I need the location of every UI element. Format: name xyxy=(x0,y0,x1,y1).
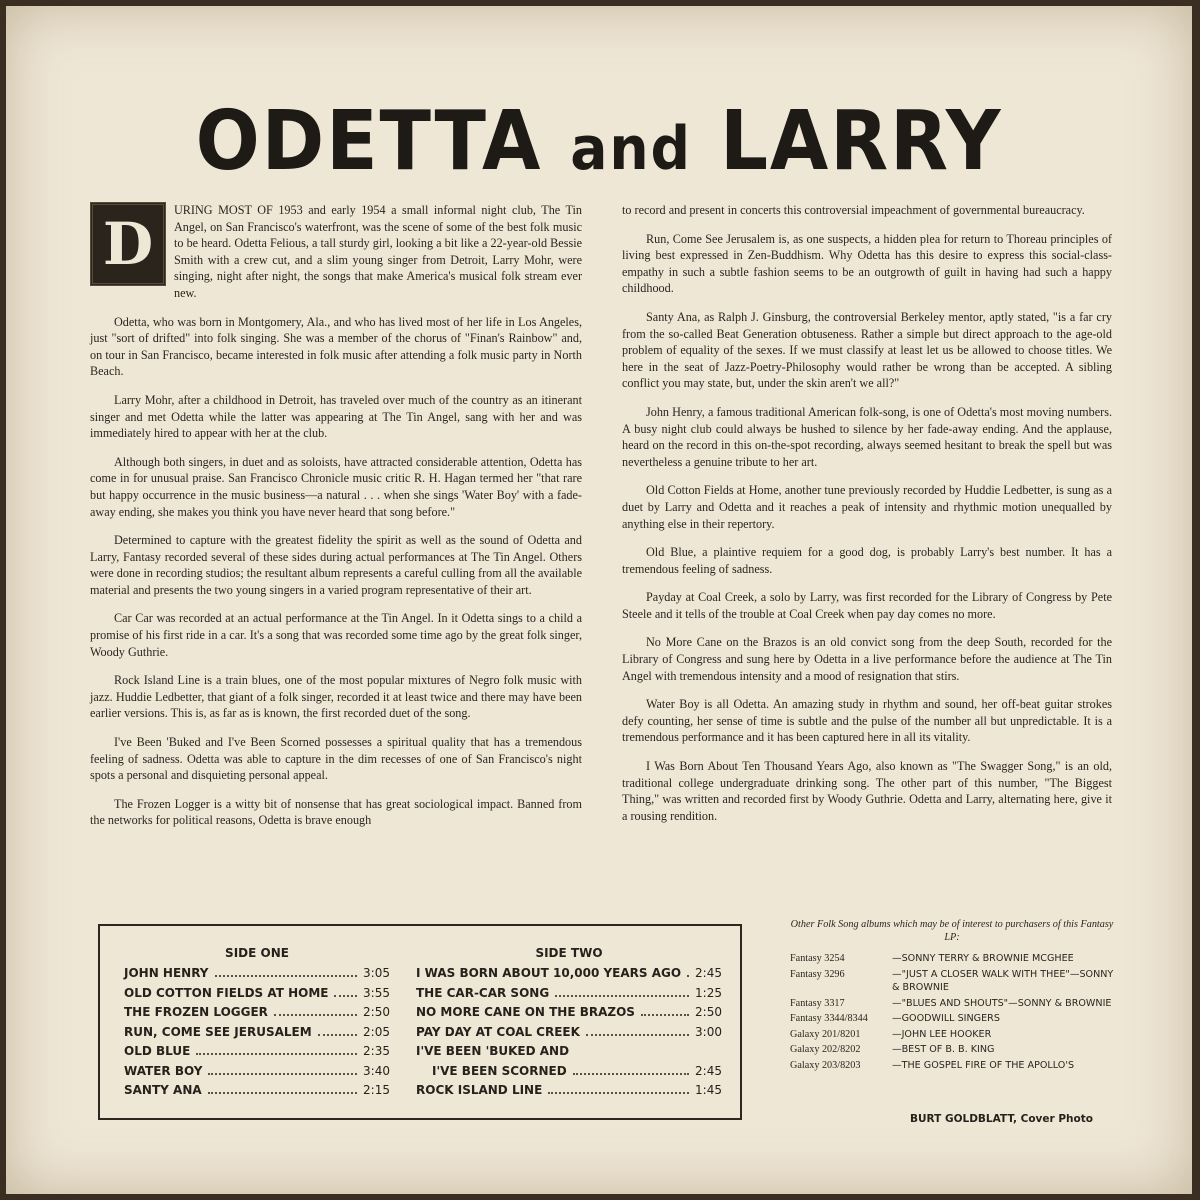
liner-paragraph: D URING MOST OF 1953 and early 1954 a small informal night club, The Tin Angel, on San Francisco's waterfront, was the scene of some of the best folk music to be heard. Odetta Felious, a tall sturdy girl, looking a bit like a 22-year-old Bessie Smith with a crew cut, and a slim young singer from Detroit, Larry Mohr, were singing, night after night, the songs that make America's musical folk stream ever new. xyxy=(90,202,582,302)
album-entry: Fantasy 3254 —SONNY TERRY & BROWNIE MCGHEE xyxy=(790,953,1074,964)
liner-paragraph: Although both singers, in duet and as soloists, have attracted considerable attention, Odetta has come in for unusual praise. San Francisco Chronicle music critic R. H. Hagan termed her "that rare but happy occurrence in the music business—a natural . . . when she sings 'Water Boy' with a fade-away ending, she makes you think you have never heard that song before." xyxy=(90,454,582,519)
track-row: THE FROZEN LOGGER 2:50 xyxy=(124,1005,390,1019)
album-title xyxy=(53,94,1144,189)
other-albums-list xyxy=(790,918,1114,1074)
liner-paragraph: The Frozen Logger is a witty bit of nonsense that has great sociological impact. Banned from the networks for political reasons, Odetta is brave enough xyxy=(90,796,582,828)
track-row: JOHN HENRY 3:05 xyxy=(124,966,390,980)
title-word-larry: LARRY xyxy=(719,94,1003,189)
liner-paragraph: No More Cane on the Brazos is an old convict song from the deep South, recorded for the Library of Congress and sung here by Odetta in a live performance before the audience at The Tin Angel with tremendous intensity and a mood of resignation that stirs. xyxy=(622,635,1112,683)
album-entry: Galaxy 202/8202 —BEST OF B. B. KING xyxy=(790,1044,995,1055)
liner-paragraph: John Henry, a famous traditional American folk-song, is one of Odetta's most moving numbers. A busy night club could always be hushed to silence by her fade-away ending. And the applause, heard on the record in this on-the-spot recording, always seemed hesitant to break the spell but was nevertheless a genuine tribute to her art. xyxy=(622,404,1112,469)
liner-paragraph: Larry Mohr, after a childhood in Detroit, has traveled over much of the country as an itinerant singer and met Odetta while the latter was appearing at The Tin Angel, sang with her and was immediately hired to appear with her at the club. xyxy=(90,392,582,441)
track-row: I'VE BEEN SCORNED 2:45 xyxy=(432,1063,722,1078)
track-row: THE CAR-CAR SONG 1:25 xyxy=(416,985,722,1000)
side-one-heading: SIDE ONE xyxy=(225,946,289,960)
liner-paragraph: to record and present in concerts this controversial impeachment of governmental bureaucracy. xyxy=(622,203,1085,217)
album-entry: Galaxy 203/8203 —THE GOSPEL FIRE OF THE APOLLO'S xyxy=(790,1059,1075,1071)
track-row: I'VE BEEN 'BUKED AND xyxy=(416,1044,570,1058)
track-row: WATER BOY 3:40 xyxy=(124,1063,390,1078)
liner-paragraph: Odetta, who was born in Montgomery, Ala., and who has lived most of her life in Los Angeles, just "sort of drifted" into folk singing. She was a member of the chorus of "Finan's Rainbow" and, on tour in San Francisco, became interested in folk music after attending a folk music party in North Beach. xyxy=(90,314,582,379)
title-word-and: and xyxy=(570,114,692,184)
liner-paragraph: Car Car was recorded at an actual performance at the Tin Angel. In it Odetta sings to a child a promise of his first ride in a car. It's a song that was recorded some time ago by the great folk singer, Woody Guthrie. xyxy=(90,611,582,659)
liner-paragraph: Santy Ana, as Ralph J. Ginsburg, the controversial Berkeley mentor, aptly stated, "is a far cry from the so-called Beat Generation obtuseness. Rather a simple but direct approach to the age-old problem of equality of the sexes. If we must classify at least let us be allowed to choose titles. We here in the seat of Jazz-Poetry-Philosophy would rather be wrong than be accepted. A sibling conflict you may state, but, under the skin aren't we all?" xyxy=(622,309,1112,391)
liner-paragraph: Payday at Coal Creek, a solo by Larry, was first recorded for the Library of Congress by Pete Steele and it tells of the trouble at Coal Creek when pay day comes no more. xyxy=(622,590,1112,621)
side-two-heading: SIDE TWO xyxy=(535,946,603,960)
liner-paragraph: I Was Born About Ten Thousand Years Ago, also known as "The Swagger Song," is an old, traditional college undergraduate drinking song. The other part of this number, "The Biggest Thing," was written and recorded first by Woody Guthrie. Odetta and Larry, alternating here, give it a rousing rendition. xyxy=(622,759,1112,823)
liner-paragraph: Old Blue, a plaintive requiem for a good dog, is probably Larry's best number. It has a tremendous feeling of sadness. xyxy=(622,545,1112,576)
other-albums-intro: Other Folk Song albums which may be of interest to purchasers of this Fantasy LP: xyxy=(790,919,1114,943)
track-row: PAY DAY AT COAL CREEK 3:00 xyxy=(416,1024,722,1039)
liner-paragraph: Water Boy is all Odetta. An amazing study in rhythm and sound, her off-beat guitar strokes defy counting, her sense of time is subtle and the pulse of the number all but unpredictable. It is a tremendous performance and it has been captured here in all its vitality. xyxy=(622,697,1112,745)
album-entry: Galaxy 201/8201 —JOHN LEE HOOKER xyxy=(790,1028,992,1040)
track-row: NO MORE CANE ON THE BRAZOS 2:50 xyxy=(416,1005,722,1019)
track-row: OLD BLUE 2:35 xyxy=(124,1044,390,1058)
photo-credit: BURT GOLDBLATT, Cover Photo xyxy=(910,1113,1093,1125)
liner-paragraph: Rock Island Line is a train blues, one of the most popular mixtures of Negro folk music with jazz. Huddie Ledbetter, that giant of a folk singer, recorded it at least twice and there may have been earlier versions. This is, as far as is known, the first recorded duet of the song. xyxy=(90,673,582,721)
title-word-odetta: ODETTA xyxy=(195,94,543,189)
track-row: ROCK ISLAND LINE 1:45 xyxy=(416,1083,722,1097)
side-two xyxy=(416,946,722,1103)
liner-paragraph: I've Been 'Buked and I've Been Scorned possesses a spiritual quality that has a tremendous feeling of sadness. Odetta was able to capture in the dim recesses of one of San Francisco's night spots a personal and disquieting personal appeal. xyxy=(90,735,582,783)
album-entry: Fantasy 3296 —"JUST A CLOSER WALK WITH THEE"—SONNY & BROWNIE xyxy=(790,968,1114,993)
liner-notes-right-column xyxy=(622,202,1112,836)
album-back-cover xyxy=(6,6,1192,1194)
track-listing-box xyxy=(98,924,742,1120)
track-row: SANTY ANA 2:15 xyxy=(124,1083,390,1097)
liner-paragraph: Old Cotton Fields at Home, another tune previously recorded by Huddie Ledbetter, is sung as a duet by Larry and Odetta and it reaches a peak of intensity and rhythmic motion unequalled by anything else in their repertory. xyxy=(622,483,1112,531)
drop-cap-letter: D xyxy=(90,202,166,286)
track-row: I WAS BORN ABOUT 10,000 YEARS AGO 2:45 xyxy=(416,966,722,980)
side-one xyxy=(124,946,390,1103)
album-entry: Fantasy 3317 —"BLUES AND SHOUTS"—SONNY & BROWNIE xyxy=(790,997,1112,1009)
track-row: OLD COTTON FIELDS AT HOME 3:55 xyxy=(124,985,390,1000)
liner-paragraph: Run, Come See Jerusalem is, as one suspects, a hidden plea for return to Thoreau principles of living best expressed in Zen-Buddhism. Why Odetta has this desire to express this social-class-empathy in such a subtle fashion seems to be an outgrowth of guilt in having had such a happy childhood. xyxy=(622,231,1112,296)
liner-notes-left-column xyxy=(90,202,582,841)
album-entry: Fantasy 3344/8344 —GOODWILL SINGERS xyxy=(790,1013,1000,1024)
liner-paragraph: Determined to capture with the greatest fidelity the spirit as well as the sound of Odetta and Larry, Fantasy recorded several of these sides during actual performances at The Tin Angel. Others were done in recording studios; the resultant album represents a careful culling from all the available material and presents the two young singers in a varied program representative of their art. xyxy=(90,533,582,597)
track-row: RUN, COME SEE JERUSALEM 2:05 xyxy=(124,1024,390,1039)
